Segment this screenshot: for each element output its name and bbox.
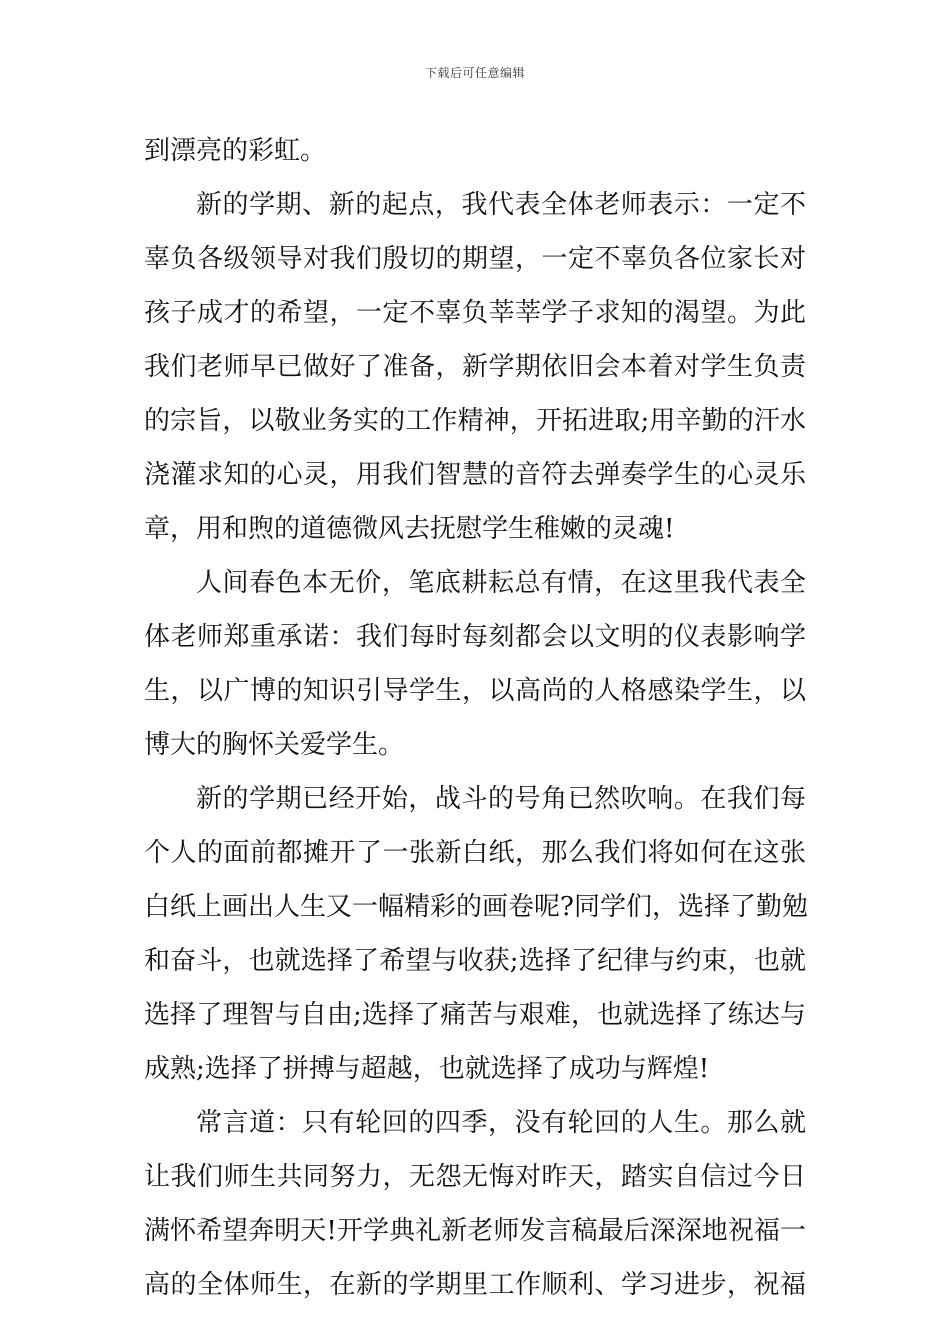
text-line: 让我们师生共同努力，无怨无悔对昨天，踏实自信过今日 (144, 1162, 806, 1192)
text-line: 白纸上画出人生又一幅精彩的画卷呢?同学们，选择了勤勉 (144, 892, 808, 922)
text-line: 满怀希望奔明天!开学典礼新老师发言稿最后深深地祝福一 (144, 1216, 806, 1246)
text-line: 孩子成才的希望，一定不辜负莘莘学子求知的渴望。为此 (144, 298, 806, 328)
paragraph (144, 772, 806, 1096)
text-line: 到漂亮的彩虹。 (144, 136, 327, 166)
text-line: 新的学期已经开始，战斗的号角已然吹响。在我们每 (196, 784, 806, 814)
text-line: 常言道：只有轮回的四季，没有轮回的人生。那么就 (196, 1108, 806, 1138)
paragraph (144, 556, 806, 772)
document-body (144, 124, 806, 1312)
text-line: 和奋斗，也就选择了希望与收获;选择了纪律与约束，也就 (144, 946, 806, 976)
text-line: 人间春色本无价，笔底耕耘总有情，在这里我代表全 (196, 568, 806, 598)
text-line: 成熟;选择了拼搏与超越，也就选择了成功与辉煌! (144, 1054, 710, 1084)
text-line: 博大的胸怀关爱学生。 (144, 730, 405, 760)
text-line: 章，用和煦的道德微风去抚慰学生稚嫩的灵魂! (144, 514, 675, 544)
text-line: 我们老师早已做好了准备，新学期依旧会本着对学生负责 (144, 352, 806, 382)
text-line: 生，以广博的知识引导学生，以高尚的人格感染学生，以 (144, 676, 806, 706)
text-line: 辜负各级领导对我们殷切的期望，一定不辜负各位家长对 (144, 244, 806, 274)
paragraph (144, 1096, 806, 1312)
paragraph (144, 124, 806, 178)
paragraph (144, 178, 806, 556)
text-line: 新的学期、新的起点，我代表全体老师表示：一定不 (196, 190, 806, 220)
text-line: 体老师郑重承诺：我们每时每刻都会以文明的仪表影响学 (144, 622, 806, 652)
text-line: 选择了理智与自由;选择了痛苦与艰难，也就选择了练达与 (144, 1000, 806, 1030)
text-line: 的宗旨，以敬业务实的工作精神，开拓进取;用辛勤的汗水 (144, 406, 806, 436)
text-line: 高的全体师生，在新的学期里工作顺利、学习进步，祝福 (144, 1270, 806, 1300)
text-line: 浇灌求知的心灵，用我们智慧的音符去弹奏学生的心灵乐 (144, 460, 806, 490)
text-line: 个人的面前都摊开了一张新白纸，那么我们将如何在这张 (144, 838, 806, 868)
page-header: 下载后可任意编辑 (424, 66, 525, 80)
